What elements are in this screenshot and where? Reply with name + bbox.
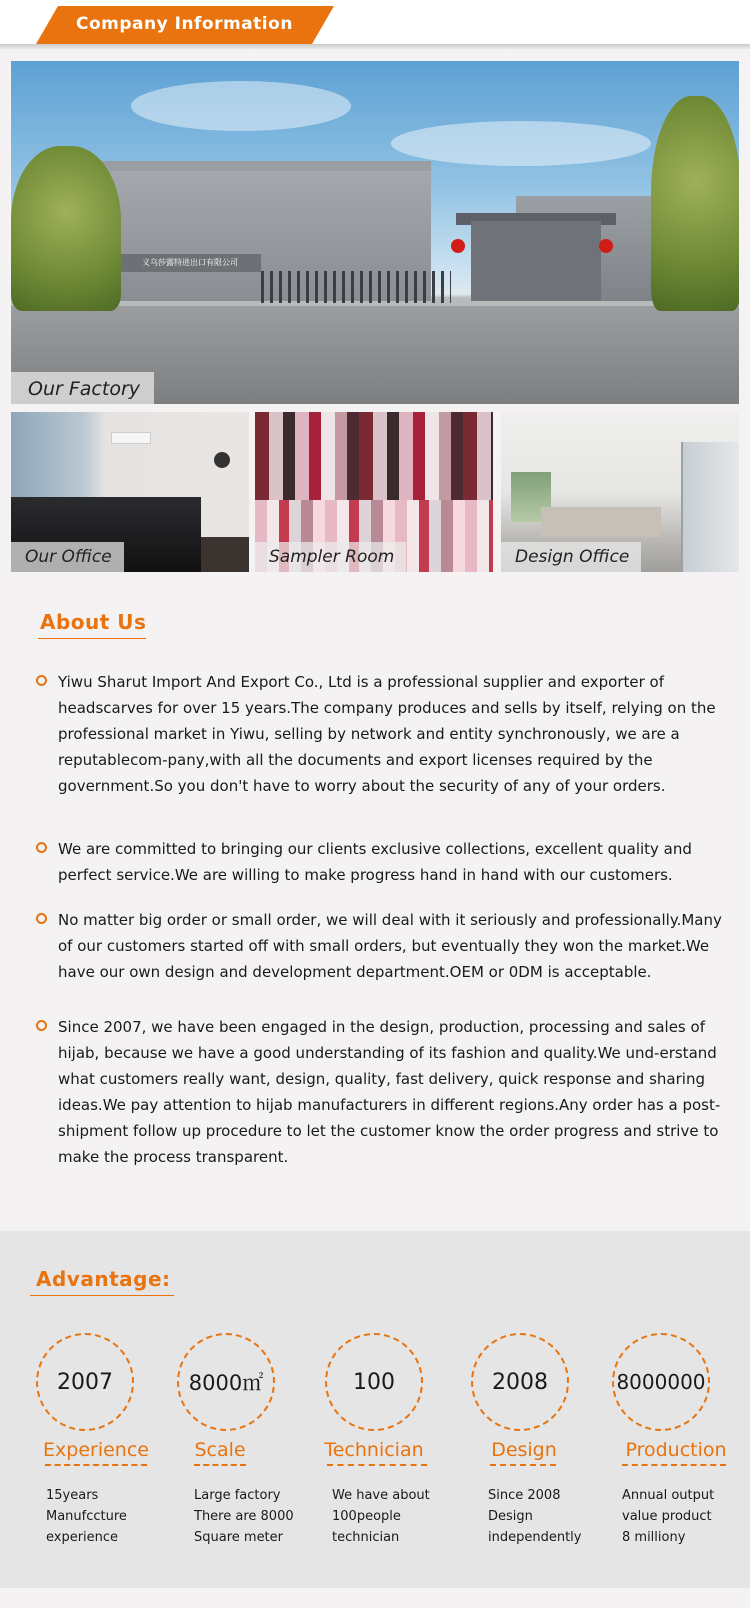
design-office-photo: [501, 412, 739, 572]
factory-label: Our Factory: [11, 372, 154, 404]
advantage-description: We have about 100people technician: [332, 1488, 430, 1545]
about-us-underline: [38, 638, 146, 639]
header-shadow: [0, 44, 750, 49]
advantage-label-underline: [327, 1464, 427, 1466]
advantage-value: 2008: [492, 1369, 548, 1395]
advantage-description: Large factory There are 8000 Square meter: [194, 1488, 294, 1545]
advantage-description: Since 2008 Design independently: [488, 1488, 582, 1545]
about-paragraph: No matter big order or small order, we will deal with it seriously and professionally.Many of our customers started off with small orders, but eventually they won the market.We have our own design and development department.OEM or 0DM is acceptable.: [58, 911, 722, 981]
advantage-label-underline: [490, 1464, 556, 1466]
about-paragraph: Since 2007, we have been engaged in the design, production, processing and sales of hijab, because we have a good understanding of its fashion and quality.We und-erstand what customers really want, design, quality, fast delivery, quick response and sharing ideas.We pay attention to hijab manufacturers in different regions.Any order has a post-shipment follow up procedure to let the customer know the order progress and strive to make the process transparent.: [58, 1018, 721, 1166]
advantage-label: Scale: [194, 1439, 246, 1461]
advantage-value: 2007: [57, 1369, 113, 1395]
bullet-icon: [36, 913, 47, 924]
advantage-label-underline: [194, 1464, 246, 1466]
about-paragraph: We are committed to bringing our clients exclusive collections, excellent quality and perfect service.We are willing to make progress hand in hand with our customers.: [58, 840, 692, 884]
advantage-title: Advantage:: [36, 1267, 171, 1291]
factory-sign: [119, 254, 261, 272]
advantage-description: Annual output value product 8 milliony: [622, 1488, 715, 1545]
clock-icon: [214, 452, 230, 468]
factory-sign-text: 义乌莎露特进出口有限公司: [142, 258, 238, 267]
header-title: Company Information: [76, 14, 293, 34]
advantage-value: 8000000: [616, 1370, 706, 1394]
advantage-value: 8000㎡: [188, 1371, 264, 1395]
sampler-room-label: Sampler Room: [255, 542, 406, 572]
advantage-value: 100: [353, 1369, 395, 1395]
advantage-circle: [177, 1333, 275, 1431]
sampler-room-photo: [255, 412, 493, 572]
factory-photo: [11, 61, 739, 404]
advantage-label: Technician: [324, 1439, 424, 1461]
advantage-label: Design: [491, 1439, 557, 1461]
advantage-circle: [471, 1333, 569, 1431]
advantage-circle: [36, 1333, 134, 1431]
office-label: Our Office: [11, 542, 124, 572]
advantage-label: Production: [625, 1439, 727, 1461]
advantage-circle: [612, 1333, 710, 1431]
advantage-label-underline: [622, 1464, 726, 1466]
about-us-title: About Us: [40, 610, 147, 634]
advantage-description: 15years Manufccture experience: [46, 1488, 127, 1545]
about-paragraph: Yiwu Sharut Import And Export Co., Ltd is a professional supplier and exporter of headscarves for over 15 years.The company produces and sells by itself, relying on the professional market in Yiwu, selling by network and entity synchronously, we are a reputablecom-pany,with all the documents and export licenses required by the government.So you don't have to worry about the security of any of your orders.: [58, 673, 716, 795]
office-photo: [11, 412, 249, 572]
advantage-label: Experience: [43, 1439, 149, 1461]
bullet-icon: [36, 842, 47, 853]
advantage-underline: [30, 1295, 174, 1296]
bullet-icon: [36, 675, 47, 686]
design-office-label: Design Office: [501, 542, 641, 572]
advantage-circle: [325, 1333, 423, 1431]
advantage-label-underline: [45, 1464, 147, 1466]
bullet-icon: [36, 1020, 47, 1031]
